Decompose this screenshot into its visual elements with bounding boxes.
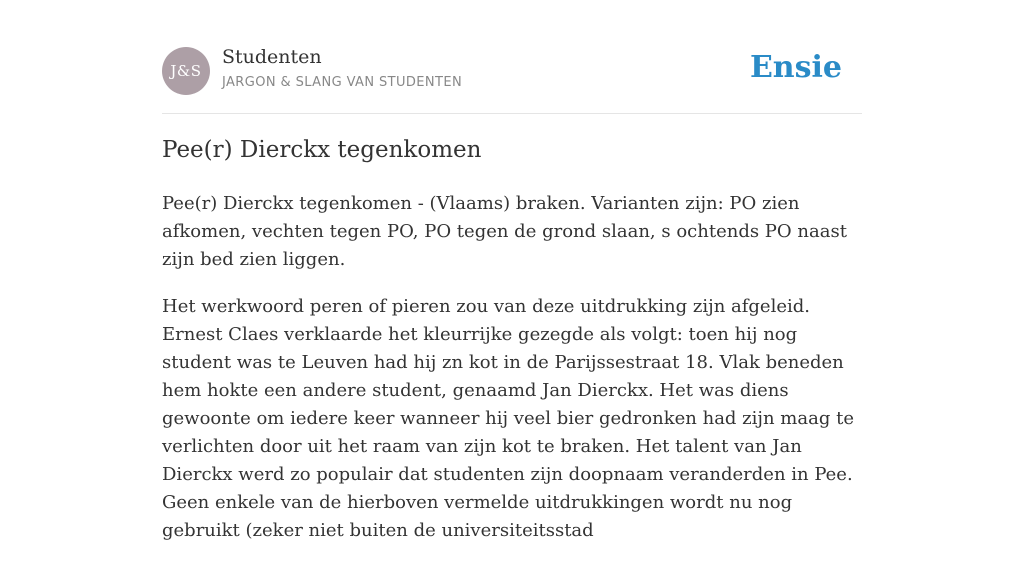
avatar[interactable]: J&S: [162, 47, 210, 95]
source-subtitle: JARGON & SLANG VAN STUDENTEN: [222, 75, 463, 90]
brand-logo[interactable]: Ensie: [749, 50, 842, 85]
page-title: Pee(r) Dierckx tegenkomen: [162, 137, 482, 163]
divider: [162, 113, 862, 114]
entry-paragraph: Pee(r) Dierckx tegenkomen - (Vlaams) braken. Varianten zijn: PO zien afkomen, vechten tegen PO, PO tegen de grond slaan, s ochtends PO naast zijn bed zien liggen.: [162, 193, 847, 270]
entry-body: [162, 190, 862, 564]
entry-paragraph: Het werkwoord peren of pieren zou van deze uitdrukking zijn afgeleid. Ernest Claes verklaarde het kleurrijke gezegde als volgt: toen hij nog student was te Leuven had hij zn kot in de Parijssestraat 18. Vlak beneden hem hokte een andere student, genaamd Jan Dierckx. Het was diens gewoonte om iedere keer wanneer hij veel bier gedronken had zijn maag te verlichten door uit het raam van zijn kot te braken. Het talent van Jan Dierckx werd zo populair dat studenten zijn doopnaam veranderden in Pee. Geen enkele van de hierboven vermelde uitdrukkingen wordt nu nog gebruikt (zeker niet buiten de universiteitsstad: [162, 296, 854, 541]
header: [162, 46, 862, 96]
source-title[interactable]: Studenten: [222, 46, 322, 68]
